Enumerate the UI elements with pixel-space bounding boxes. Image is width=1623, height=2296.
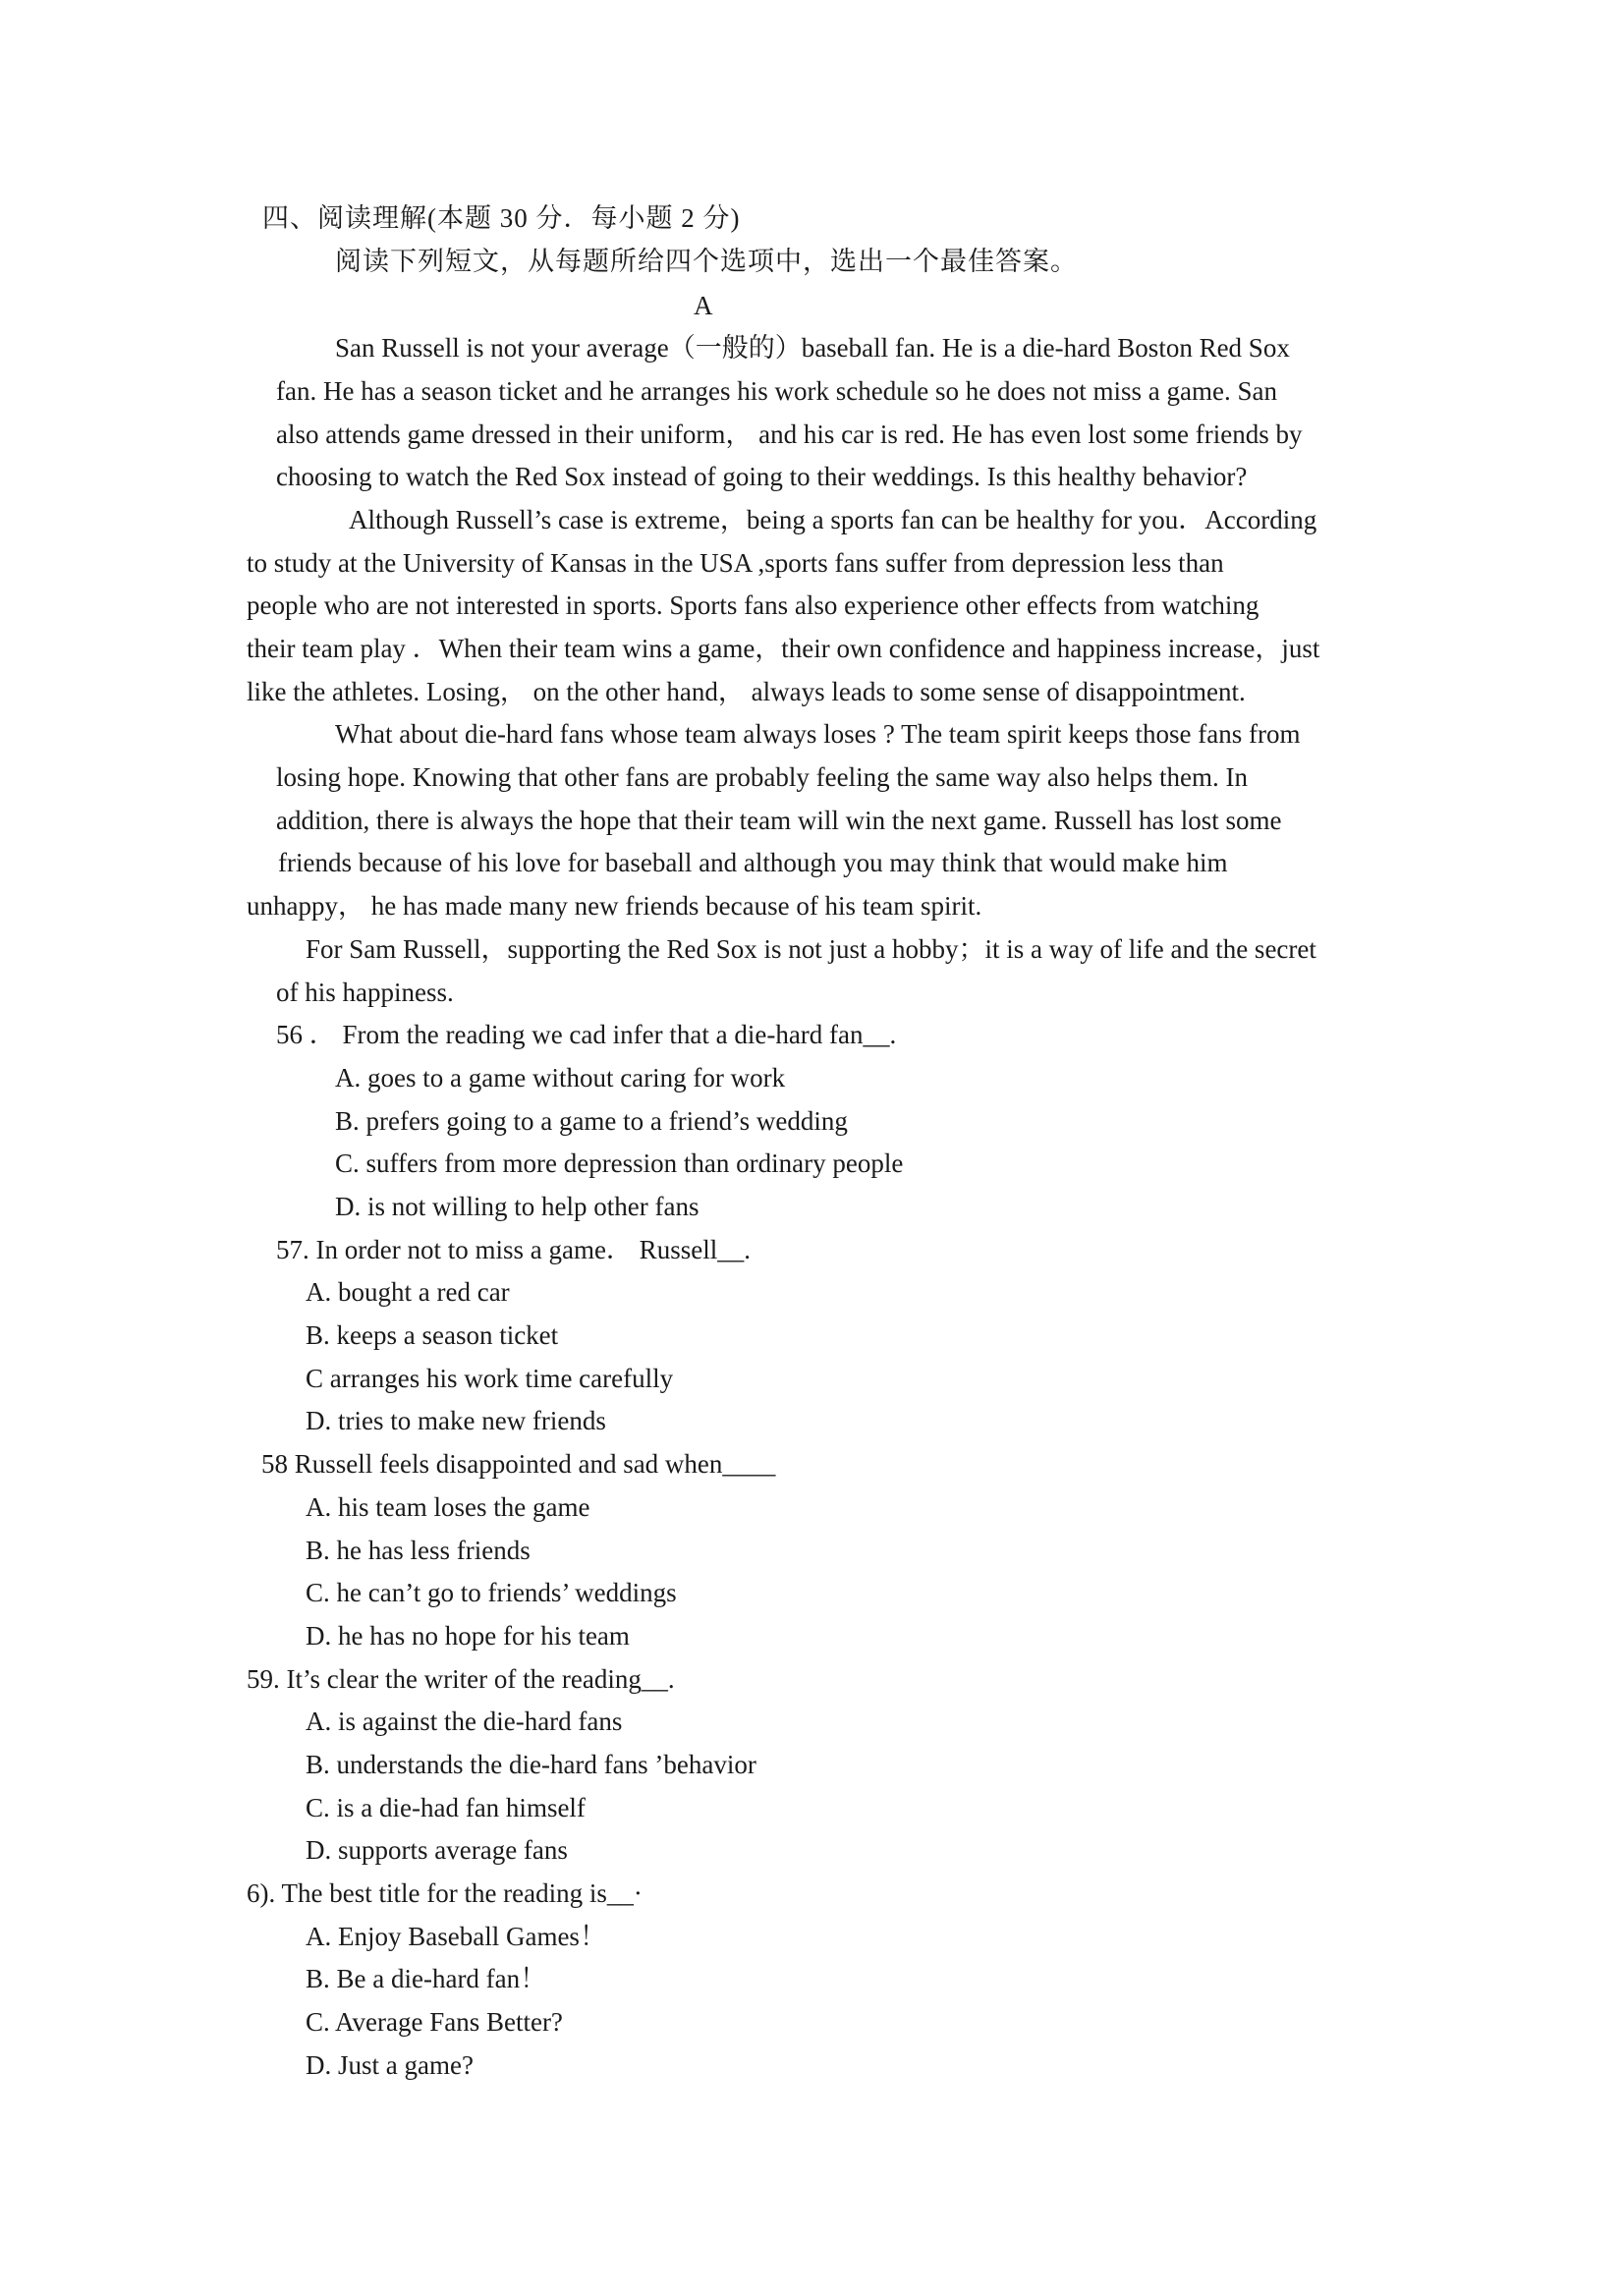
question-59-stem: 59. It’s clear the writer of the reading__. bbox=[247, 1664, 675, 1694]
question-59-option-c: C. is a die-had fan himself bbox=[306, 1793, 586, 1822]
paragraph-2-line-4: their team play ．When their team wins a game，their own confidence and happiness increase，just bbox=[247, 634, 1320, 663]
paragraph-2-line-1: Although Russell’s case is extreme，being a sports fan can be healthy for you．According bbox=[349, 505, 1317, 534]
section-instruction: 阅读下列短文，从每题所给四个选项中，选出一个最佳答案。 bbox=[335, 247, 1078, 276]
question-58-option-a: A. his team loses the game bbox=[306, 1492, 590, 1522]
paragraph-3-line-4: friends because of his love for baseball and although you may think that would make him bbox=[278, 848, 1228, 877]
question-59-option-d: D. supports average fans bbox=[306, 1835, 568, 1865]
question-56-option-d: D. is not willing to help other fans bbox=[335, 1192, 700, 1221]
paragraph-1-line-1: San Russell is not your average（一般的）baseball fan. He is a die-hard Boston Red Sox bbox=[335, 333, 1290, 363]
question-57-option-c: C arranges his work time carefully bbox=[306, 1364, 674, 1393]
paragraph-1-line-4: choosing to watch the Red Sox instead of going to their weddings. Is this healthy behavior? bbox=[276, 462, 1248, 491]
paragraph-2-line-2: to study at the University of Kansas in the USA ,sports fans suffer from depression less than bbox=[247, 548, 1224, 578]
question-58-option-c: C. he can’t go to friends’ weddings bbox=[306, 1578, 677, 1607]
paragraph-1-line-2: fan. He has a season ticket and he arranges his work schedule so he does not miss a game. San bbox=[276, 376, 1277, 406]
question-58-stem: 58 Russell feels disappointed and sad when____ bbox=[261, 1449, 776, 1479]
question-58-option-b: B. he has less friends bbox=[306, 1536, 531, 1565]
passage-label: A bbox=[694, 291, 713, 320]
question-57-option-a: A. bought a red car bbox=[306, 1277, 510, 1307]
question-56-stem: 56 ． From the reading we cad infer that a die-hard fan__. bbox=[276, 1020, 897, 1049]
question-57-option-d: D. tries to make new friends bbox=[306, 1406, 606, 1435]
paragraph-4-line-1: For Sam Russell，supporting the Red Sox is not just a hobby；it is a way of life and the secret bbox=[306, 934, 1316, 964]
paragraph-3-line-1: What about die-hard fans whose team always loses ? The team spirit keeps those fans from bbox=[335, 719, 1301, 749]
paragraph-2-line-3: people who are not interested in sports. Sports fans also experience other effects from watching bbox=[247, 590, 1259, 620]
question-59-option-a: A. is against the die-hard fans bbox=[306, 1707, 623, 1736]
question-60-option-a: A. Enjoy Baseball Games！ bbox=[306, 1922, 606, 1951]
paragraph-2-line-5: like the athletes. Losing， on the other hand， always leads to some sense of disappointment. bbox=[247, 677, 1246, 706]
paragraph-3-line-3: addition, there is always the hope that their team will win the next game. Russell has lost some bbox=[276, 806, 1282, 835]
question-60-option-c: C. Average Fans Better? bbox=[306, 2007, 563, 2037]
section-heading: 四、阅读理解(本题 30 分．每小题 2 分) bbox=[262, 203, 741, 233]
question-59-option-b: B. understands the die-hard fans ’behavior bbox=[306, 1750, 756, 1779]
paragraph-3-line-2: losing hope. Knowing that other fans are probably feeling the same way also helps them. In bbox=[276, 762, 1248, 792]
paragraph-4-line-2: of his happiness. bbox=[276, 978, 454, 1007]
question-60-stem: 6). The best title for the reading is__· bbox=[247, 1878, 643, 1908]
question-60-option-d: D. Just a game? bbox=[306, 2050, 474, 2080]
question-57-option-b: B. keeps a season ticket bbox=[306, 1320, 559, 1350]
question-56-option-a: A. goes to a game without caring for work bbox=[335, 1063, 786, 1092]
question-56-option-b: B. prefers going to a game to a friend’s wedding bbox=[335, 1106, 848, 1136]
question-56-option-c: C. suffers from more depression than ordinary people bbox=[335, 1148, 904, 1178]
question-57-stem: 57. In order not to miss a game． Russell__. bbox=[276, 1235, 751, 1264]
question-58-option-d: D. he has no hope for his team bbox=[306, 1621, 630, 1651]
paragraph-3-line-5: unhappy， he has made many new friends because of his team spirit. bbox=[247, 891, 982, 921]
question-60-option-b: B. Be a die-hard fan！ bbox=[306, 1964, 547, 1993]
paragraph-1-line-3: also attends game dressed in their uniform， and his car is red. He has even lost some friends by bbox=[276, 420, 1303, 449]
